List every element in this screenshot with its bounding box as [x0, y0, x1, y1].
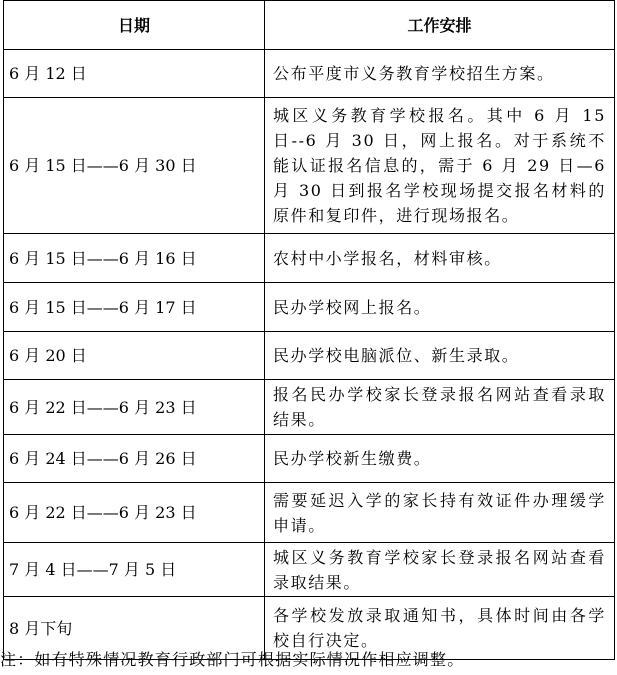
table-row: [4, 435, 615, 483]
date-cell: 8 月下旬: [4, 597, 265, 660]
task-cell: 报名民办学校家长登录报名网站查看录取结果。: [265, 380, 615, 435]
table-row: [4, 483, 615, 543]
table-row: [4, 283, 615, 332]
table-header-row: [4, 1, 615, 50]
table-row: [4, 543, 615, 597]
task-cell: 民办学校电脑派位、新生录取。: [265, 332, 615, 380]
task-cell: 需要延迟入学的家长持有效证件办理缓学申请。: [265, 483, 615, 543]
task-cell: 各学校发放录取通知书，具体时间由各学校自行决定。: [265, 597, 615, 660]
date-cell: 6 月 22 日——6 月 23 日: [4, 483, 265, 543]
schedule-table: [3, 0, 615, 660]
date-cell: 6 月 15 日——6 月 16 日: [4, 234, 265, 283]
table-row: [4, 332, 615, 380]
date-cell: 7 月 4 日——7 月 5 日: [4, 543, 265, 597]
date-column-header: 日期: [4, 1, 265, 50]
task-cell: 民办学校新生缴费。: [265, 435, 615, 483]
task-cell: 民办学校网上报名。: [265, 283, 615, 332]
date-cell: 6 月 15 日——6 月 17 日: [4, 283, 265, 332]
task-cell: 城区义务教育学校报名。其中 6 月 15 日--6 月 30 日，网上报名。对于系统不能认证报名信息的，需于 6 月 29 日—6 月 30 日到报名学校现场提交报名材料的原件和复印件，进行现场报名。: [265, 98, 615, 234]
table-row: [4, 98, 615, 234]
task-cell: 公布平度市义务教育学校招生方案。: [265, 50, 615, 98]
date-cell: 6 月 12 日: [4, 50, 265, 98]
task-column-header: 工作安排: [265, 1, 615, 50]
footnote: 注：如有特殊情况教育行政部门可根据实际情况作相应调整。: [0, 650, 465, 669]
task-cell: 农村中小学报名，材料审核。: [265, 234, 615, 283]
date-cell: 6 月 15 日——6 月 30 日: [4, 98, 265, 234]
table-row: [4, 380, 615, 435]
table-row: [4, 234, 615, 283]
date-cell: 6 月 22 日——6 月 23 日: [4, 380, 265, 435]
date-cell: 6 月 24 日——6 月 26 日: [4, 435, 265, 483]
task-cell: 城区义务教育学校家长登录报名网站查看录取结果。: [265, 543, 615, 597]
table-row: [4, 50, 615, 98]
date-cell: 6 月 20 日: [4, 332, 265, 380]
